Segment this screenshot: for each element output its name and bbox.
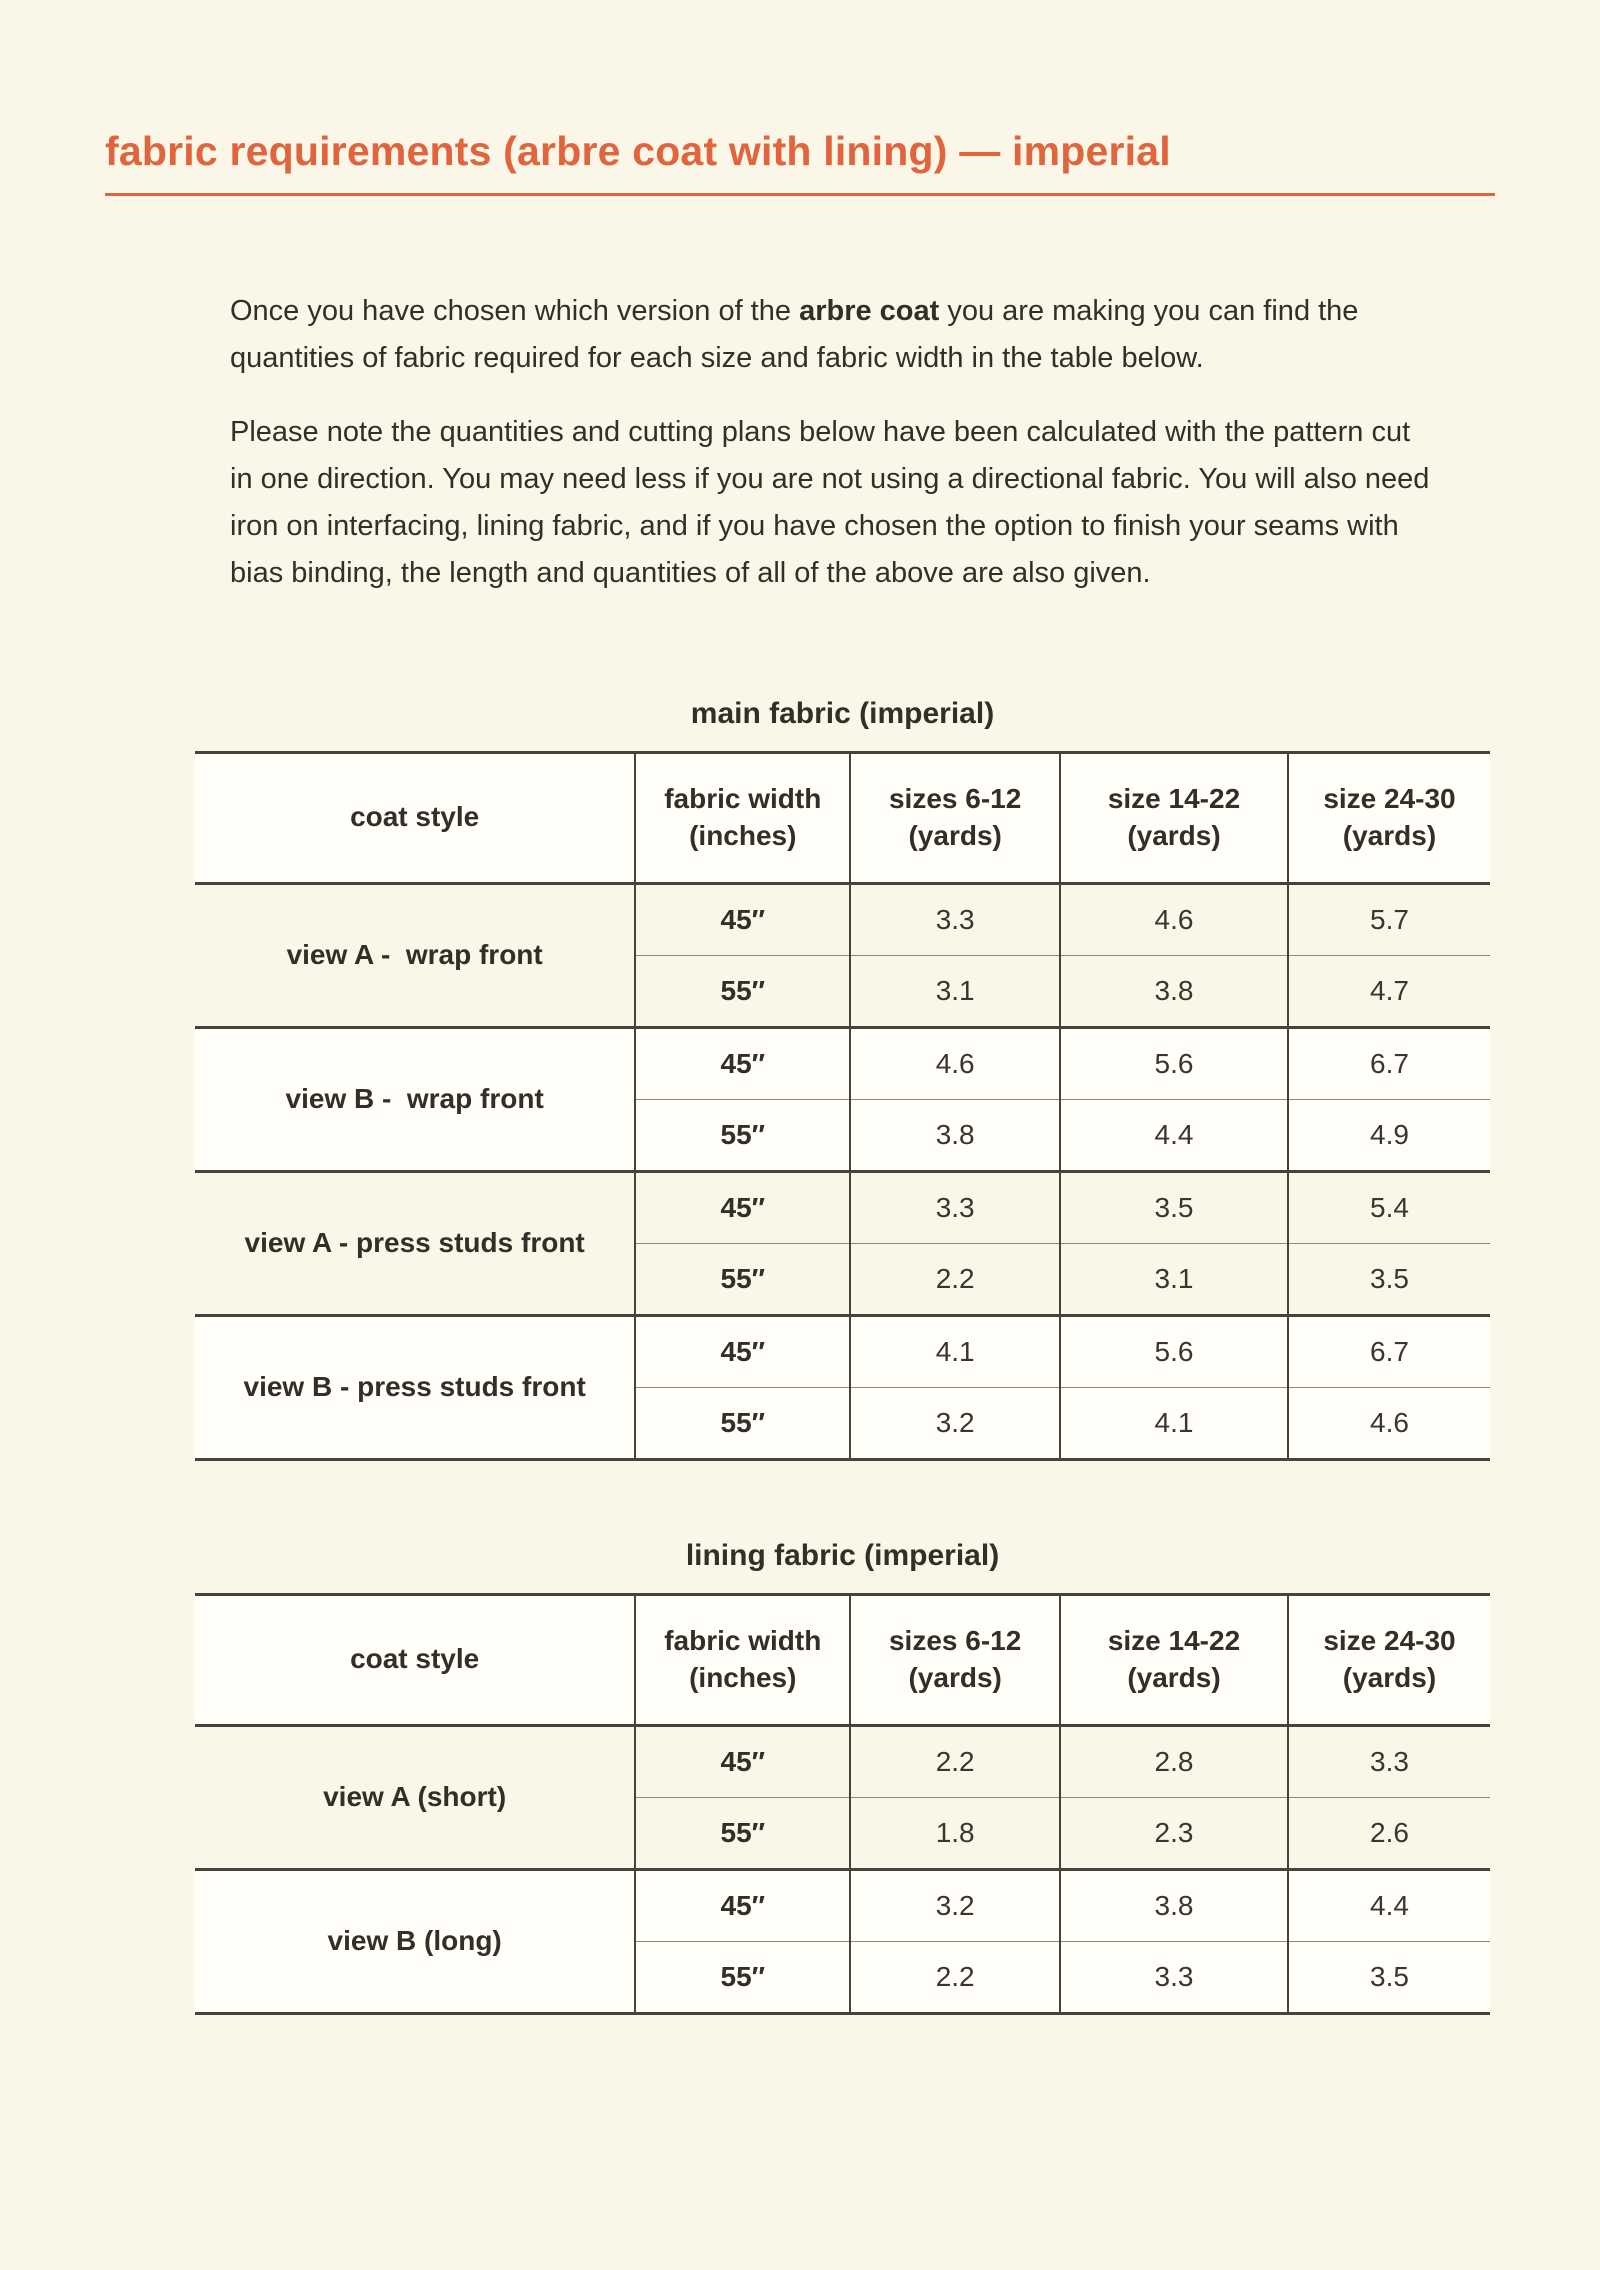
column-header-fabric-width: fabric width (inches) [635,1594,850,1725]
yardage-value-cell: 4.9 [1288,1099,1490,1171]
column-header-coat-style: coat style [195,752,635,883]
yardage-value-cell: 2.2 [850,1243,1060,1315]
main-fabric-section [195,697,1495,1461]
main-fabric-table-title: main fabric (imperial) [690,696,995,730]
yardage-value-cell: 5.7 [1288,883,1490,955]
coat-style-cell: view B - press studs front [195,1315,635,1459]
yardage-value-cell: 3.3 [850,883,1060,955]
coat-style-cell: view A - wrap front [195,883,635,1027]
coat-style-cell: view B - wrap front [195,1027,635,1171]
column-header-coat-style: coat style [195,1594,635,1725]
table-header-row [195,1594,1490,1725]
coat-style-group [195,1725,1490,1869]
intro-paragraph-1-text: Once you have chosen which version of the [230,295,800,327]
intro-text [230,288,1440,597]
coat-style-group [195,1315,1490,1459]
yardage-value-cell: 4.6 [850,1027,1060,1099]
yardage-value-cell: 3.5 [1288,1243,1490,1315]
table-row [195,1725,1490,1797]
intro-paragraph-1-bold: arbre coat [799,295,940,327]
lining-fabric-table-title: lining fabric (imperial) [685,1538,1000,1572]
yardage-value-cell: 2.2 [850,1725,1060,1797]
fabric-width-cell: 55″ [635,1387,850,1459]
column-header-sub: (yards) [908,1661,1002,1693]
column-header-sizes-6-12: sizes 6-12 (yards) [850,752,1060,883]
lining-fabric-section [195,1539,1495,2015]
column-header-size-14-22: size 14-22 (yards) [1060,1594,1288,1725]
yardage-value-cell: 2.3 [1060,1797,1288,1869]
yardage-value-cell: 4.1 [1060,1387,1288,1459]
yardage-value-cell: 5.6 [1060,1315,1288,1387]
yardage-value-cell: 4.1 [850,1315,1060,1387]
fabric-width-cell: 55″ [635,955,850,1027]
yardage-value-cell: 4.7 [1288,955,1490,1027]
fabric-width-cell: 45″ [635,1171,850,1243]
yardage-value-cell: 6.7 [1288,1027,1490,1099]
yardage-value-cell: 3.2 [850,1869,1060,1941]
yardage-value-cell: 1.8 [850,1797,1060,1869]
fabric-width-cell: 45″ [635,1725,850,1797]
column-header-size-24-30: size 24-30 (yards) [1288,1594,1490,1725]
table-row [195,1027,1490,1099]
yardage-value-cell: 3.3 [850,1171,1060,1243]
yardage-value-cell: 5.6 [1060,1027,1288,1099]
yardage-value-cell: 5.4 [1288,1171,1490,1243]
intro-paragraph-2: Please note the quantities and cutting plans below have been calculated with the pattern cut in one direction. You may need less if you are not using a directional fabric. You will also need iron on interfacing, lining fabric, and if you have chosen the option to finish your seams with bias binding, the length and quantities of all of the above are also given. [230,415,1430,589]
column-header-sub: (yards) [1127,819,1221,851]
yardage-value-cell: 3.5 [1060,1171,1288,1243]
yardage-value-cell: 3.8 [1060,1869,1288,1941]
yardage-value-cell: 4.4 [1288,1869,1490,1941]
yardage-value-cell: 2.2 [850,1941,1060,2013]
fabric-width-cell: 55″ [635,1941,850,2013]
yardage-value-cell: 4.6 [1288,1387,1490,1459]
yardage-value-cell: 3.8 [1060,955,1288,1027]
fabric-width-cell: 45″ [635,883,850,955]
yardage-value-cell: 3.5 [1288,1941,1490,2013]
yardage-value-cell: 4.6 [1060,883,1288,955]
yardage-value-cell: 2.8 [1060,1725,1288,1797]
yardage-value-cell: 3.1 [850,955,1060,1027]
column-header-sub: (inches) [689,1661,797,1693]
table-row [195,1869,1490,1941]
fabric-width-cell: 45″ [635,1315,850,1387]
yardage-value-cell: 3.1 [1060,1243,1288,1315]
coat-style-group [195,1869,1490,2013]
fabric-width-cell: 55″ [635,1243,850,1315]
column-header-sub: (yards) [1342,819,1437,851]
coat-style-cell: view B (long) [195,1869,635,2013]
yardage-value-cell: 3.8 [850,1099,1060,1171]
column-header-size-14-22: size 14-22 (yards) [1060,752,1288,883]
lining-fabric-table [195,1593,1490,2015]
column-header-sub: (yards) [908,819,1002,851]
table-row [195,883,1490,955]
table-row [195,1315,1490,1387]
main-fabric-table [195,751,1490,1461]
column-header-sub: (inches) [689,819,797,851]
column-header-size-24-30: size 24-30 (yards) [1288,752,1490,883]
intro-paragraph-1 [230,288,1440,382]
fabric-width-cell: 45″ [635,1027,850,1099]
title-underline [105,193,1495,196]
table-row [195,1171,1490,1243]
yardage-value-cell: 6.7 [1288,1315,1490,1387]
page-title: fabric requirements (arbre coat with lining) — imperial [105,128,1171,174]
coat-style-group [195,1171,1490,1315]
intro-paragraph-1-text-after: you are making you can find the quantities of fabric required for each size and fabric width in the table below. [230,295,1359,374]
yardage-value-cell: 2.6 [1288,1797,1490,1869]
yardage-value-cell: 4.4 [1060,1099,1288,1171]
coat-style-group [195,1027,1490,1171]
yardage-value-cell: 3.3 [1288,1725,1490,1797]
column-header-sub: (yards) [1342,1661,1437,1693]
column-header-sizes-6-12: sizes 6-12 (yards) [850,1594,1060,1725]
yardage-value-cell: 3.3 [1060,1941,1288,2013]
fabric-width-cell: 55″ [635,1797,850,1869]
coat-style-cell: view A (short) [195,1725,635,1869]
column-header-sub: (yards) [1127,1661,1221,1693]
table-header-row [195,752,1490,883]
yardage-value-cell: 3.2 [850,1387,1060,1459]
coat-style-cell: view A - press studs front [195,1171,635,1315]
column-header-fabric-width: fabric width (inches) [635,752,850,883]
coat-style-group [195,883,1490,1027]
fabric-width-cell: 45″ [635,1869,850,1941]
fabric-width-cell: 55″ [635,1099,850,1171]
